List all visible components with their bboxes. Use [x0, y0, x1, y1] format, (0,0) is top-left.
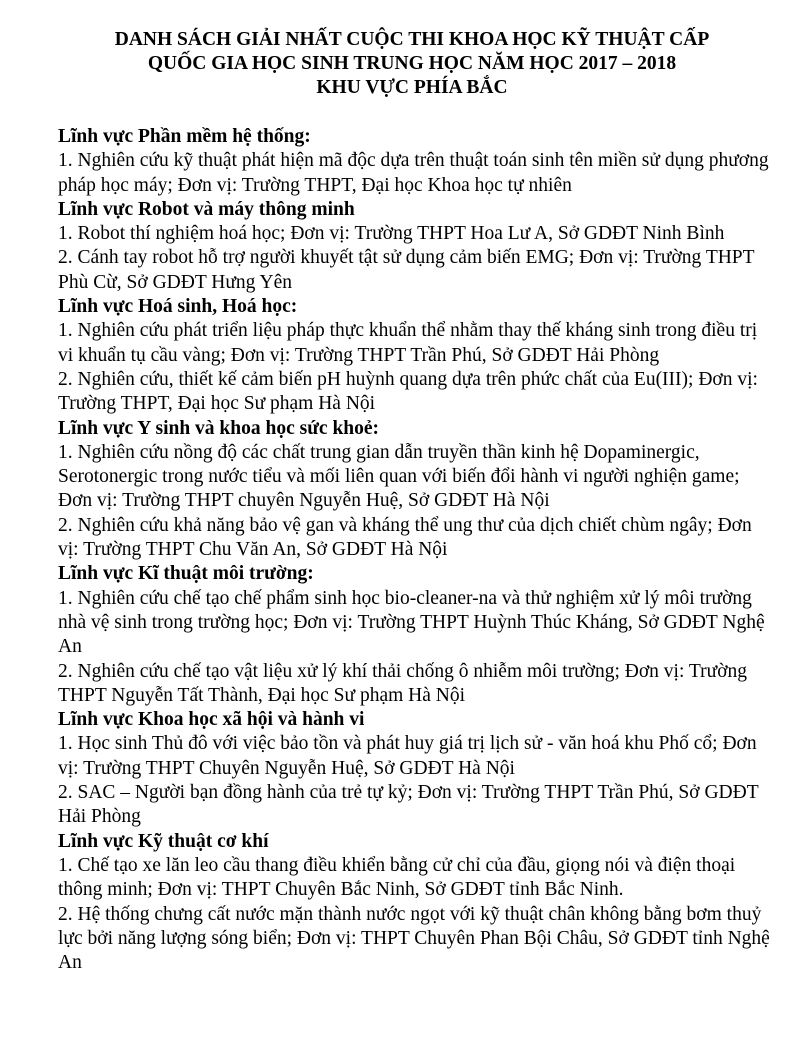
section-heading: Lĩnh vực Khoa học xã hội và hành vi: [58, 709, 365, 731]
section-software: [58, 125, 772, 198]
section-biochemistry: [58, 295, 772, 416]
title-line: KHU VỰC PHÍA BẮC: [316, 77, 508, 98]
award-entry: 2. Nghiên cứu, thiết kế cảm biến pH huỳnh quang dựa trên phức chất của Eu(III); Đơn vị: Trường THPT, Đại học Sư phạm Hà Nội: [58, 368, 758, 415]
award-entry: 2. SAC – Người bạn đồng hành của trẻ tự kỷ; Đơn vị: Trường THPT Trần Phú, Sở GDĐT Hải Phòng: [58, 782, 759, 828]
award-entry: 1. Nghiên cứu chế tạo chế phẩm sinh học bio-cleaner-na và thử nghiệm xử lý môi trường nhà vệ sinh trong trường học; Đơn vị: Trường THPT Huỳnh Thúc Kháng, Sở GDĐT Nghệ An: [58, 587, 765, 658]
award-entry: 1. Nghiên cứu nồng độ các chất trung gian dẫn truyền thần kinh hệ Dopaminergic, Serotonergic trong nước tiểu và mối liên quan với biến đổi hành vi người nghiện game; Đơn vị: Trường THPT chuyên Nguyễn Huệ, Sở GDĐT Hà Nội: [58, 441, 740, 512]
award-entry: 1. Học sinh Thủ đô với việc bảo tồn và phát huy giá trị lịch sử - văn hoá khu Phố cổ; Đơn vị: Trường THPT Chuyên Nguyễn Huệ, Sở GDĐT Hà Nội: [58, 733, 757, 779]
award-list: [58, 125, 772, 975]
section-heading: Lĩnh vực Kĩ thuật môi trường:: [58, 563, 314, 585]
title-line: DANH SÁCH GIẢI NHẤT CUỘC THI KHOA HỌC KỸ THUẬT CẤP: [114, 29, 710, 50]
section-biomedical: [58, 417, 772, 563]
section-environmental: [58, 562, 772, 708]
title-line: QUỐC GIA HỌC SINH TRUNG HỌC NĂM HỌC 2017 – 2018: [147, 53, 677, 74]
section-heading: Lĩnh vực Robot và máy thông minh: [58, 198, 355, 220]
section-social-science: [58, 708, 772, 829]
section-heading: Lĩnh vực Phần mềm hệ thống:: [58, 126, 311, 147]
section-heading: Lĩnh vực Kỹ thuật cơ khí: [58, 830, 269, 852]
award-entry: 1. Chế tạo xe lăn leo cầu thang điều khiển bằng cử chỉ của đầu, giọng nói và điện thoại thông minh; Đơn vị: THPT Chuyên Bắc Ninh, Sở GDĐT tỉnh Bắc Ninh.: [58, 854, 736, 901]
section-robotics: [58, 198, 772, 295]
award-entry: 2. Nghiên cứu chế tạo vật liệu xử lý khí thải chống ô nhiễm môi trường; Đơn vị: Trường THPT Nguyễn Tất Thành, Đại học Sư phạm Hà Nội: [58, 660, 748, 706]
award-entry: 1. Robot thí nghiệm hoá học; Đơn vị: Trường THPT Hoa Lư A, Sở GDĐT Ninh Bình: [58, 223, 725, 245]
section-heading: Lĩnh vực Y sinh và khoa học sức khoẻ:: [58, 417, 380, 439]
award-entry: 2. Nghiên cứu khả năng bảo vệ gan và kháng thể ung thư của dịch chiết chùm ngây; Đơn vị: Trường THPT Chu Văn An, Sở GDĐT Hà Nội: [58, 514, 752, 561]
section-mechanical: [58, 830, 772, 976]
award-entry: 2. Hệ thống chưng cất nước mặn thành nước ngọt với kỹ thuật chân không bằng bơm thuỷ lực bởi năng lượng sóng biển; Đơn vị: THPT Chuyên Phan Bội Châu, Sở GDĐT tỉnh Nghệ An: [58, 903, 770, 974]
award-entry: 1. Nghiên cứu phát triển liệu pháp thực khuẩn thể nhằm thay thế kháng sinh trong điều trị vi khuẩn tụ cầu vàng; Đơn vị: Trường THPT Trần Phú, Sở GDĐT Hải Phòng: [58, 320, 758, 366]
document-title: [58, 28, 772, 100]
award-entry: 1. Nghiên cứu kỹ thuật phát hiện mã độc dựa trên thuật toán sinh tên miền sử dụng phương pháp học máy; Đơn vị: Trường THPT, Đại học Khoa học tự nhiên: [58, 150, 769, 196]
award-entry: 2. Cánh tay robot hỗ trợ người khuyết tật sử dụng cảm biến EMG; Đơn vị: Trường THPT Phù Cừ, Sở GDĐT Hưng Yên: [58, 247, 755, 293]
section-heading: Lĩnh vực Hoá sinh, Hoá học:: [58, 296, 298, 318]
